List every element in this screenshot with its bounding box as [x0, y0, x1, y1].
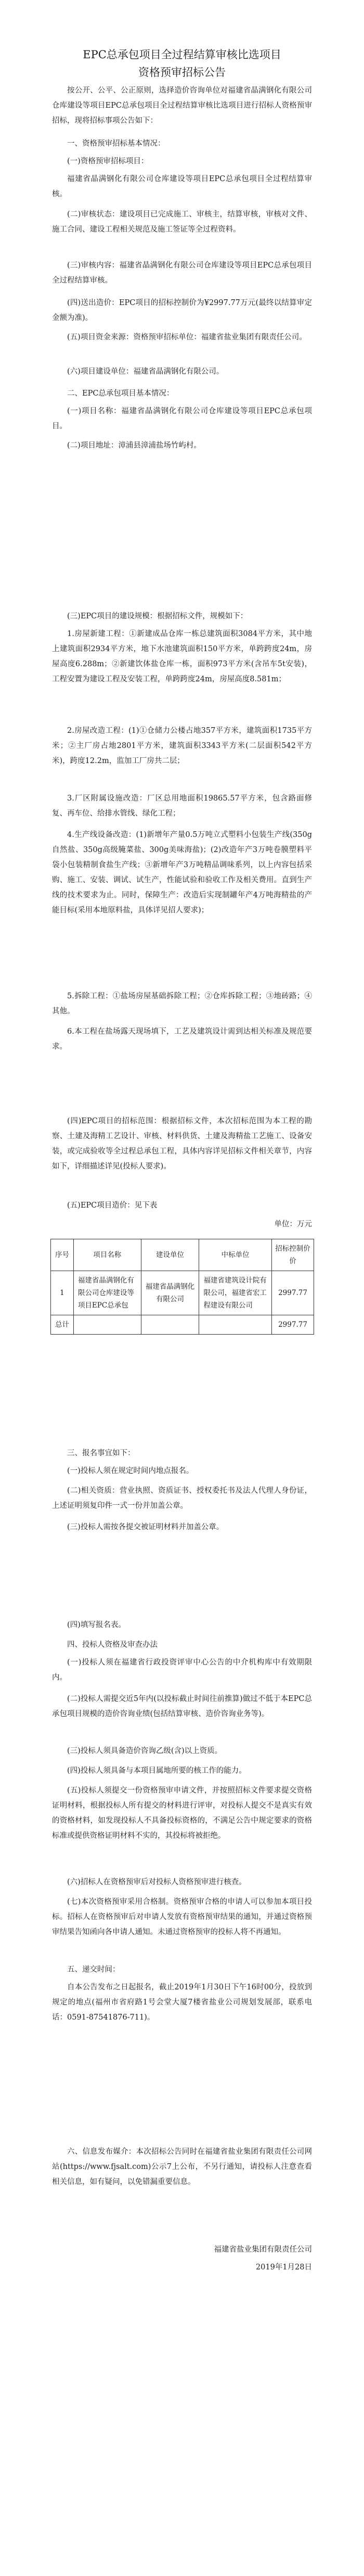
- scale-item-5: 5.拆除工程：①盐场房屋基础拆除工程；②仓库拆除工程；③地砖路；④其他。: [52, 992, 312, 1016]
- section-4-item-6: (六)招标人在资格预审后对投标人资格预审进行核查。: [67, 1878, 246, 1886]
- section-1-item-3: (三)审核内容：福建省晶满钢化有限公司仓库建设等项目EPC总承包项目全过程结算审核。: [52, 261, 312, 285]
- section-1-item-2: (二)审核状态：建设项目已完成施工、审核主，结算审核，审核对文件、施工合同、建设工程相关规范及施工签证等全过程资料。: [52, 210, 312, 234]
- section-1-item-4: (四)送出造价：EPC项目的招标控制价为¥2997.77万元(最终以结算审定金额为准)。: [52, 299, 312, 322]
- section-4-item-3: (三)投标人须具备造价咨询乙级(含)以上资质。: [67, 1747, 223, 1755]
- price-table: [50, 1239, 314, 1335]
- scale-item-2: 2.房屋改造工程：(1)①仓储力公楼占地357平方米，建筑面积1735平方米；②主厂房占地2801平方米，建筑面积3343平方米(二层面积542平方米)，跨度12.2m，监加工厂房共二层；: [52, 727, 312, 765]
- signature-organization: 福建省盐业集团有限责任公司: [214, 2245, 312, 2254]
- section-2-item-3: (三)EPC项目的建设规模：根据招标文件，规模如下：: [67, 612, 248, 620]
- table-row: [51, 1271, 314, 1315]
- section-2-heading: 二、EPC总承包项目基本情况：: [67, 389, 174, 398]
- amount-cell: 2997.77: [272, 1271, 314, 1315]
- table-unit-label: 单位：万元: [274, 1220, 312, 1228]
- section-4-item-7: (七)本次资格预审采用合格制。资格预审合格的申请人可以参加本项目投标。招标人在资格预审后对申请人发放有资格预审结果的通知，并通过资格预审结果告知函向各申请人通知。未通过资格预审的投标人将不再通知。: [52, 1898, 312, 1936]
- scale-item-3: 3.厂区附属设施改造：厂区总用地面积19865.57平方米，包含路面修复、再车位、给排水管线、绿化工程；: [52, 794, 312, 818]
- empty-cell: [199, 1315, 272, 1335]
- section-2-item-2: (二)项目地址：漳浦县漳浦盐场竹屿村。: [67, 441, 201, 450]
- section-3-heading: 三、报名事宜如下：: [67, 1449, 135, 1457]
- section-3-item-4: (四)填写报名表。: [67, 1621, 126, 1629]
- section-1-item-1: (一)资格预审招标项目：: [67, 157, 149, 166]
- page-title: EPC总承包项目全过程结算审核比选项目资格预审招标公告: [83, 48, 281, 79]
- section-6-body: 六、信息发布媒介：本次招标公告同时在福建省盐业集团有限责任公司网站(https://www.fjsalt.com)公示7上公布，不另行通知，请投标人注意查看相关信息，如有疑问，以免错漏重要信息。: [52, 2148, 312, 2186]
- total-amount-cell: 2997.77: [272, 1315, 314, 1335]
- empty-cell: [73, 1315, 141, 1335]
- section-4-item-2: (二)投标人需提交近5年内(以投标截止时间往前推算)做过不低于本EPC总承包项目规模的造价咨询业绩(包括结算审核、造价咨询业务等)。: [52, 1695, 312, 1718]
- section-2-item-1: (一)项目名称：福建省晶满钢化有限公司仓库建设等项目EPC总承包项目。: [52, 407, 312, 430]
- empty-cell: [141, 1315, 199, 1335]
- section-5-body: 自本公告发布之日起报名，截止2019年1月30日下午16时00分，投放到规定的地点(福州市省府路1号会堂大厦7楼省盐业公司规划发展部，联系电话：0591-87541876-711)。: [52, 1983, 312, 2022]
- table-header-cell: 序号: [51, 1239, 74, 1271]
- row-number: 1: [51, 1271, 74, 1315]
- section-1-heading: 一、资格预审招标基本情况：: [67, 139, 165, 148]
- section-2-item-5: (五)EPC项目造价：见下表: [67, 1201, 158, 1210]
- project-name-cell: 福建省晶满钢化有限公司仓库建设等项目EPC总承包: [73, 1271, 141, 1315]
- table-header-cell: 中标单位: [199, 1239, 272, 1271]
- section-3-item-2: (二)相关资质：营业执照、资质证书、授权委托书及法人代理人身份证，上述证明须复印件一式一份并加盖公章。: [52, 1487, 312, 1510]
- section-4-item-4: (四)投标人须具备与本项目属地所要的核工作的能力。: [67, 1767, 246, 1775]
- winner-cell: 福建省建筑设计院有限公司，福建省宏工程建设有限公司: [199, 1271, 272, 1315]
- section-1-item-6: (六)项目建设单位：福建省晶满钢化有限公司。: [67, 367, 224, 376]
- scale-item-4: 4.生产线设备改造：(1)新增年产量0.5万吨立式塑料小包装生产线(350g自然盐、350g高级腌菜盐、300g美味海盐)；(2)改造年产3万吨卷膜塑料平袋小包装精制食盐生产线；③新增年产3万吨精品调味系列，以上内容包括采购、施工、安装、调试、试生产，性能试验和验收工作及相关费用。直到生产线的技术要求为止。同时，保障生产：改造后实现制罐年产4万吨海精盐的产能目标(采用本地原料盐，具体详见招人要求)；: [52, 831, 312, 915]
- intro-paragraph: 按公开、公平、公正原则，选择造价咨询单位对福建省晶满钢化有限公司仓库建设等项目EPC总承包项目全过程结算审核比选项目进行招标人资格预审招标，现将招标事项公告如下：: [52, 86, 312, 125]
- table-header-row: [51, 1239, 314, 1271]
- total-label-cell: 总计: [51, 1315, 74, 1335]
- scale-item-6: 6.本工程在盐场露天现场填下，工艺及建筑设计需到达相关标准及规范要求。: [52, 1027, 312, 1051]
- table-header-cell: 建设单位: [141, 1239, 199, 1271]
- section-4-item-5: (五)投标人须提交一份资格预审申请文件，并按照招标文件要求提交资格证明材料，根据投标人所有提交的材料进行评审，对投标人提交不是真实有效的资格材料，如发现投标人不具备投标资格的，不满足公告中规定要求的资格标准或提供资格证明材料不实的，其投标将被拒绝。: [52, 1786, 312, 1840]
- section-5-heading: 五、递交时间：: [67, 1965, 120, 1974]
- table-total-row: [51, 1315, 314, 1335]
- signature-date: 2019年1月28日: [255, 2263, 312, 2272]
- owner-cell: 福建省晶满钢化有限公司: [141, 1271, 199, 1315]
- section-4-item-1: (一)投标人须在福建省行政投资评审中心公告的中介机构库中有效期限内。: [52, 1658, 312, 1682]
- table-header-cell: 项目名称: [73, 1239, 141, 1271]
- scale-item-1: 1.房屋新建工程：①新建成品仓库一栋总建筑面积3084平方米，其中地上建筑面积2934平方米，地下水池建筑面积150平方米，单跨跨度24m，房屋高度6.288m；②新建饮体盐仓库一栋，面积973平方米(含吊车5t安装)，工程安置为建设工程及安装工程，单跨跨度24m，房屋高度8.581m；: [52, 630, 312, 683]
- section-1-item-1-body: 福建省晶满钢化有限公司仓库建设等项目EPC总承包项目全过程结算审核。: [52, 175, 312, 198]
- section-3-item-1: (一)投标人须在规定时间内地点报名。: [67, 1467, 194, 1475]
- section-3-item-3: (三)投标人需按各提交被证明材料并加盖公章。: [67, 1523, 224, 1531]
- table-header-cell: 招标控制价价: [272, 1239, 314, 1271]
- section-4-heading: 四、投标人资格及审查办法: [67, 1641, 158, 1649]
- section-1-item-5: (五)项目资金来源：资格预审招标单位：福建省盐业集团有限责任公司。: [67, 333, 307, 341]
- section-2-item-4: (四)EPC项目的招标范围：根据招标文件，本次招标范围为本工程的勘察、土建及海精工艺设计、审核、材料供货、土建及海精盐工艺施工、设备安装，或完成验收等全过程总承包工程，具体内容详见招标文件相关章节，内容如下，详细描述详见(投标人要求)。: [52, 1117, 312, 1171]
